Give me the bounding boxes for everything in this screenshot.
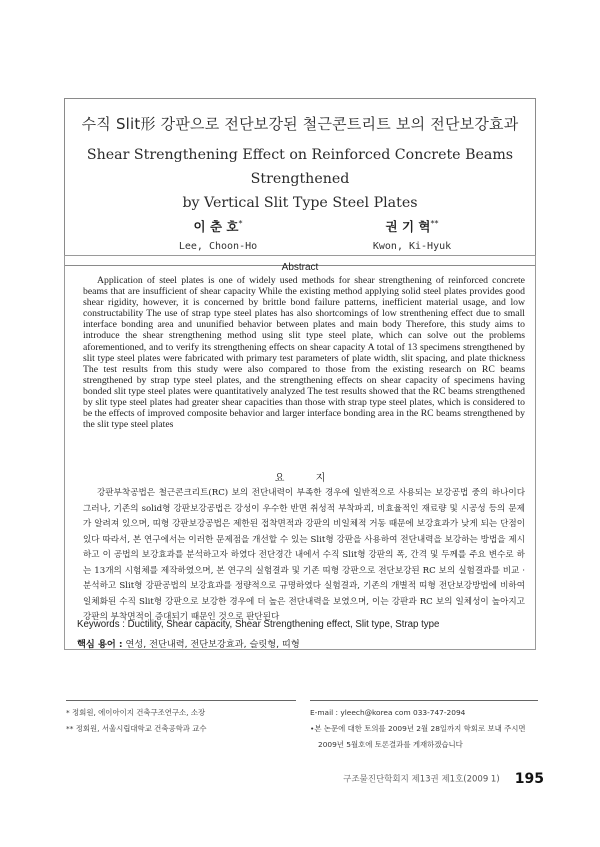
abstract-text: Application of steel plates is one of widely used methods for shear strengthening of reinforced concrete beams that are insufficient of shear capacity While the existing method applying solid steel plates provides good shear rigidity, however, it is concerned by brittle bond failure patterns, inefficient material usage, and low constructability The use of strap type steel plates has also shortcomings of low strenthening effect due to small interface bonding area and ununified behavior between plates and main body Therefore, this study aims to introduce the shear strengthening method using slit type steel plate, which can solve out the problems aforementioned, and to verify its strengthening effects on shear capacity A total of 13 specimens strengthened by slit type steel plates were fabricated with primary test parameters of plate width, slit spacing, and plate thickness The test results from this study were also compared to those from the existing research on RC beams strengthened by strap type steel plates, and the strengthening effects on shear capacity of specimens having bonded slit type steel plates were quantitatively analyzed The test results showed that the RC beams strengthened by slit type steel plates had greater shear capacities than those with strap type steel plates, which is considered to be the effects of improved composite behavior and larger interface bonding area in the RC beams strengthened by the slit type steel plates <box>83 275 525 431</box>
english-keywords <box>77 619 529 630</box>
english-title <box>75 143 525 215</box>
author-2-korean-name: 권 기 혁 <box>385 219 431 234</box>
author-1 <box>143 217 293 252</box>
english-keywords-values: Ductility, Shear capacity, Shear Strengthening effect, Slit type, Strap type <box>127 619 440 630</box>
author-1-affiliation: * 정회원, 에이아이지 건축구조연구소, 소장 <box>66 708 206 717</box>
author-1-korean-name: 이 춘 호 <box>193 219 239 234</box>
korean-summary-body <box>83 486 525 626</box>
abstract-heading: Abstract <box>281 262 319 273</box>
contact-footnotes <box>310 700 538 753</box>
title-box <box>64 98 536 266</box>
discussion-note: •본 논문에 대한 토의를 2009년 2월 28일까지 학회로 보내 주시면 2009년 5월호에 토론결과를 게재하겠습니다 <box>310 724 526 749</box>
author-1-mark: * <box>238 218 243 228</box>
contact-email: E-mail : yleech@korea com 033-747-2094 <box>310 708 466 717</box>
author-2 <box>337 217 487 252</box>
author-1-english-name: Lee, Choon-Ho <box>178 241 258 252</box>
korean-title: 수직 Slit形 강판으로 전단보강된 철근콘트리트 보의 전단보강효과 <box>81 115 519 133</box>
page-number: 195 <box>514 770 544 787</box>
korean-keywords-label: 핵심 용어 : <box>77 639 123 650</box>
korean-keywords <box>77 636 529 650</box>
author-2-english-name: Kwon, Ki-Hyuk <box>372 241 452 252</box>
korean-summary-heading: 요 지 <box>274 473 340 484</box>
author-footnotes <box>66 700 296 737</box>
korean-summary-text: 강판부착공법은 철근콘크리트(RC) 보의 전단내력이 부족한 경우에 일반적으로 사용되는 보강공법 중의 하나이다 그러나, 기존의 solid형 강판보강공법은 강성이 우수한 반면 취성적 부착파괴, 비효율적인 재료량 및 시공성 등의 문제가 알려져 있으며, 띠형 강판보강공법은 제한된 접착면적과 강판의 비일체적 거동 때문에 보강효과가 낮게 되는 단점이 있다 따라서, 본 연구에서는 이러한 문제점을 개선할 수 있는 Slit형 강판을 사용하여 전단내력을 보강하는 방법을 제시하고 이 공법의 보강효과를 분석하고자 하였다 전단경간 내에서 수직 Slit형 강판의 폭, 간격 및 두께를 주요 변수로 하는 13개의 시험체를 제작하였으며, 본 연구의 실험결과 및 기존 띠형 강판으로 전단보강된 RC 보의 실험결과를 비교 · 분석하고 Slit형 강판공법의 보강효과를 정량적으로 규명하였다 실험결과, 기존의 개별적 띠형 전단보강방법에 비하여 일체화된 수직 Slit형 강판으로 보강한 경우에 더 높은 전단내력을 보였으며, 이는 강판과 RC 보의 일체성이 높아지고 강판의 부착면적이 증대되기 때문인 것으로 판단된다 <box>83 488 526 622</box>
author-2-affiliation: ** 정회원, 서울시립대학교 건축공학과 교수 <box>66 724 207 733</box>
english-title-line-1: Shear Strengthening Effect on Reinforced Concrete Beams Strengthened <box>86 147 514 187</box>
abstract-body <box>83 275 525 430</box>
author-2-mark: ** <box>430 218 439 228</box>
korean-keywords-values: 연성, 전단내력, 전단보강효과, 슬릿형, 띠형 <box>125 639 300 650</box>
page-footer <box>343 768 544 787</box>
english-keywords-label: Keywords : <box>77 619 125 630</box>
english-title-line-2: by Vertical Slit Type Steel Plates <box>182 195 418 211</box>
abstract-box <box>64 255 536 650</box>
journal-citation: 구조물진단학회지 제13권 제1호(2009 1) <box>343 774 500 785</box>
